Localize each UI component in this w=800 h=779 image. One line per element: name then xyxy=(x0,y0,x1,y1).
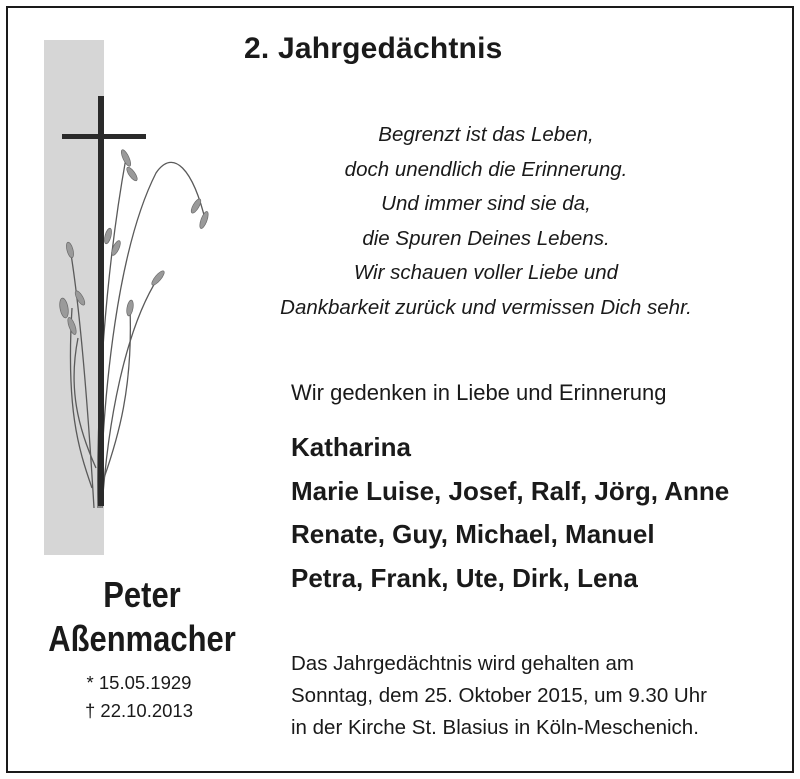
service-line: in der Kirche St. Blasius in Köln-Meschenich. xyxy=(291,716,699,739)
deceased-first-name: Peter xyxy=(103,574,181,615)
mourner-line: Petra, Frank, Ute, Dirk, Lena xyxy=(291,562,638,593)
mourner-line: Renate, Guy, Michael, Manuel xyxy=(291,519,655,549)
remembrance-intro: Wir gedenken in Liebe und Erinnerung xyxy=(291,380,667,405)
mourner-line: Marie Luise, Josef, Ralf, Jörg, Anne xyxy=(291,475,730,506)
poem-line: die Spuren Deines Lebens. xyxy=(362,226,610,250)
service-details xyxy=(291,648,707,744)
mourner-line: Katharina xyxy=(291,432,411,462)
birth-date: * 15.05.1929 xyxy=(86,672,192,693)
memorial-notice xyxy=(6,6,794,773)
deceased-last-name: Aßenmacher xyxy=(48,618,236,659)
service-line: Sonntag, dem 25. Oktober 2015, um 9.30 Uhr xyxy=(291,684,707,707)
poem-line: Dankbarkeit zurück und vermissen Dich sehr. xyxy=(280,295,692,319)
poem-line: Und immer sind sie da, xyxy=(381,192,591,215)
poem xyxy=(226,118,746,325)
poem-line: Wir schauen voller Liebe und xyxy=(353,261,619,284)
poem-line: Begrenzt ist das Leben, xyxy=(378,123,594,146)
poem-line: doch unendlich die Erinnerung. xyxy=(344,157,628,181)
notice-title: 2. Jahrgedächtnis xyxy=(244,32,503,65)
mourner-list xyxy=(291,426,729,600)
death-date: † 22.10.2013 xyxy=(84,700,194,721)
cross-with-wheat-icon xyxy=(8,8,238,568)
service-line: Das Jahrgedächtnis wird gehalten am xyxy=(291,652,634,675)
